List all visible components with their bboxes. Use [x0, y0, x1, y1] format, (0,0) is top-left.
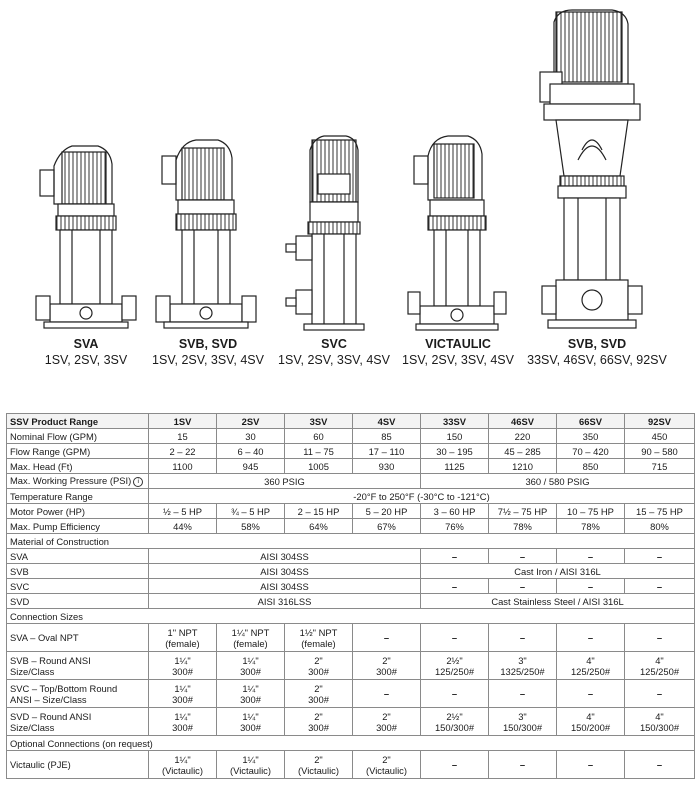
table-cell: – — [421, 579, 489, 594]
cell-line: 150/300# — [639, 721, 680, 733]
table-row-mat-sva — [7, 549, 695, 564]
label-line: ANSI – Size/Class — [10, 693, 87, 705]
row-label: Max. Head (Ft) — [7, 459, 149, 474]
cell-line: 150/200# — [570, 721, 611, 733]
table-cell: ¾ – 5 HP — [217, 504, 285, 519]
section-heading: Optional Connections (on request) — [7, 736, 695, 751]
table-cell: 70 – 420 — [557, 444, 625, 459]
table-cell: – — [489, 751, 557, 779]
caption-svb-svd-small — [146, 336, 270, 368]
cell-line: 1¼" — [242, 682, 259, 694]
header-cell: 4SV — [353, 414, 421, 429]
table-cell — [421, 708, 489, 736]
table-row-max-pressure — [7, 474, 695, 489]
table-cell: 78% — [557, 519, 625, 534]
table-cell: – — [625, 751, 695, 779]
table-cell: 64% — [285, 519, 353, 534]
cell-line: 150/300# — [434, 721, 475, 733]
table-cell: – — [625, 624, 695, 652]
cell-line: 4" — [586, 710, 595, 722]
caption-victaulic — [396, 336, 520, 368]
table-cell — [149, 751, 217, 779]
table-cell — [353, 751, 421, 779]
header-cell: 66SV — [557, 414, 625, 429]
table-cell — [217, 652, 285, 680]
cell-line: (female) — [301, 637, 336, 649]
table-cell: 67% — [353, 519, 421, 534]
cell-line: 2" — [314, 682, 323, 694]
pump-drawing-svb-svd-small — [156, 140, 256, 328]
cell-line: 1¼" — [174, 682, 191, 694]
table-cell — [149, 652, 217, 680]
cell-line: 300# — [240, 665, 261, 677]
table-cell: 10 – 75 HP — [557, 504, 625, 519]
cell-line: 2" — [382, 654, 391, 666]
cell-line: 1¼" — [174, 654, 191, 666]
table-cell — [149, 708, 217, 736]
label-line: SVB – Round ANSI — [10, 654, 91, 666]
model-name: SVA — [73, 337, 99, 351]
caption-svc — [272, 336, 396, 368]
table-cell: 1210 — [489, 459, 557, 474]
cell-line: 3" — [518, 710, 527, 722]
cell-line: (Victaulic) — [230, 764, 271, 776]
cell-line: 125/250# — [639, 665, 680, 677]
cell-line: 2" — [314, 753, 323, 765]
table-cell: – — [557, 751, 625, 779]
table-cell: 1005 — [285, 459, 353, 474]
model-sizes: 33SV, 46SV, 66SV, 92SV — [527, 353, 667, 367]
table-cell — [557, 708, 625, 736]
table-row-nominal-flow — [7, 429, 695, 444]
table-cell — [285, 680, 353, 708]
section-heading: Material of Construction — [7, 534, 695, 549]
cell-line: 2" — [382, 753, 391, 765]
cell-line: (female) — [233, 637, 268, 649]
table-cell — [353, 708, 421, 736]
table-cell: 930 — [353, 459, 421, 474]
table-cell: – — [625, 680, 695, 708]
table-cell: 220 — [489, 429, 557, 444]
header-cell: 33SV — [421, 414, 489, 429]
cell-line: 3" — [518, 654, 527, 666]
table-cell: Cast Stainless Steel / AISI 316L — [421, 594, 695, 609]
table-cell: AISI 316LSS — [149, 594, 421, 609]
cell-line: 1" NPT — [167, 626, 198, 638]
table-cell: – — [421, 624, 489, 652]
table-cell: 17 – 110 — [353, 444, 421, 459]
header-cell: 46SV — [489, 414, 557, 429]
table-cell: – — [557, 624, 625, 652]
table-cell — [489, 708, 557, 736]
cell-line: 300# — [376, 665, 397, 677]
table-row-svb-ansi — [7, 652, 695, 680]
row-label — [7, 652, 149, 680]
row-label — [7, 680, 149, 708]
table-cell: – — [421, 751, 489, 779]
pump-drawing-svb-svd-large — [540, 10, 642, 328]
cell-line: (female) — [165, 637, 200, 649]
model-name: VICTAULIC — [425, 337, 491, 351]
cell-line: 300# — [308, 721, 329, 733]
cell-line: 300# — [308, 665, 329, 677]
table-cell — [421, 652, 489, 680]
table-cell: 360 / 580 PSIG — [421, 474, 695, 489]
model-sizes: 1SV, 2SV, 3SV — [44, 353, 128, 367]
cell-line: 2½" — [446, 710, 463, 722]
model-sizes: 1SV, 2SV, 3SV, 4SV — [152, 353, 264, 367]
cell-line: (Victaulic) — [162, 764, 203, 776]
table-cell: – — [557, 579, 625, 594]
model-sizes: 1SV, 2SV, 3SV, 4SV — [402, 353, 514, 367]
table-cell: 2 – 15 HP — [285, 504, 353, 519]
table-cell — [217, 751, 285, 779]
cell-line: 300# — [172, 693, 193, 705]
table-cell: 30 — [217, 429, 285, 444]
table-cell: AISI 304SS — [149, 564, 421, 579]
label-line: SVD – Round ANSI — [10, 710, 92, 722]
cell-line: 4" — [586, 654, 595, 666]
cell-line: 2" — [314, 710, 323, 722]
cell-line: 2" — [382, 710, 391, 722]
table-row-efficiency — [7, 519, 695, 534]
section-heading: Connection Sizes — [7, 609, 695, 624]
label-line: Size/Class — [10, 665, 55, 677]
label-line: Size/Class — [10, 721, 55, 733]
table-cell: 15 — [149, 429, 217, 444]
table-cell: – — [557, 680, 625, 708]
cell-line: 300# — [376, 721, 397, 733]
pump-drawing-sva — [36, 146, 136, 328]
table-cell: 76% — [421, 519, 489, 534]
table-section-optional — [7, 736, 695, 751]
row-label — [7, 474, 149, 489]
table-row-victaulic — [7, 751, 695, 779]
cell-line: 1¼" — [242, 654, 259, 666]
table-cell: 5 – 20 HP — [353, 504, 421, 519]
table-cell — [149, 624, 217, 652]
pump-drawing-victaulic — [408, 136, 506, 330]
table-cell — [217, 624, 285, 652]
cell-line: 1¼" — [174, 710, 191, 722]
table-cell — [149, 680, 217, 708]
table-cell: – — [625, 549, 695, 564]
table-cell: – — [489, 680, 557, 708]
table-cell: 350 — [557, 429, 625, 444]
table-header-row — [7, 414, 695, 429]
spec-table — [6, 413, 695, 779]
cell-line: 300# — [172, 665, 193, 677]
table-cell: 58% — [217, 519, 285, 534]
model-name: SVB, SVD — [178, 337, 238, 351]
table-row-svc-ansi — [7, 680, 695, 708]
cell-line: 300# — [240, 693, 261, 705]
row-label: Flow Range (GPM) — [7, 444, 149, 459]
cell-line: 1325/250# — [500, 665, 545, 677]
row-label — [7, 708, 149, 736]
table-cell — [625, 652, 695, 680]
table-cell: 44% — [149, 519, 217, 534]
table-cell: 945 — [217, 459, 285, 474]
row-label: Max. Pump Efficiency — [7, 519, 149, 534]
table-cell: – — [421, 680, 489, 708]
table-cell: 450 — [625, 429, 695, 444]
cell-line: 4" — [655, 654, 664, 666]
table-cell — [285, 708, 353, 736]
table-cell: 7½ – 75 HP — [489, 504, 557, 519]
row-label-text: Max. Working Pressure (PSI) — [10, 475, 132, 486]
table-cell: ½ – 5 HP — [149, 504, 217, 519]
table-cell: 80% — [625, 519, 695, 534]
table-cell: 850 — [557, 459, 625, 474]
table-cell: AISI 304SS — [149, 579, 421, 594]
cell-line: 1¼" — [242, 753, 259, 765]
cell-line: (Victaulic) — [298, 764, 339, 776]
cell-line: 300# — [308, 693, 329, 705]
table-row-max-head — [7, 459, 695, 474]
cell-line: 4" — [655, 710, 664, 722]
header-cell: 1SV — [149, 414, 217, 429]
cell-line: 1¼" — [174, 753, 191, 765]
table-section-material — [7, 534, 695, 549]
table-cell: – — [421, 549, 489, 564]
table-cell: 78% — [489, 519, 557, 534]
row-label: Temperature Range — [7, 489, 149, 504]
table-cell: 15 – 75 HP — [625, 504, 695, 519]
row-label: Nominal Flow (GPM) — [7, 429, 149, 444]
table-cell: 85 — [353, 429, 421, 444]
row-label: SVB — [7, 564, 149, 579]
row-label: SVA – Oval NPT — [7, 624, 149, 652]
table-cell: – — [489, 624, 557, 652]
table-cell: 11 – 75 — [285, 444, 353, 459]
cell-line: 125/250# — [570, 665, 611, 677]
cell-line: 2½" — [446, 654, 463, 666]
table-cell — [557, 652, 625, 680]
info-icon: i — [133, 477, 143, 487]
cell-line: 1¼" — [242, 710, 259, 722]
cell-line: 1½" NPT — [299, 626, 338, 638]
header-cell: SSV Product Range — [7, 414, 149, 429]
cell-line: 300# — [240, 721, 261, 733]
table-cell: 3 – 60 HP — [421, 504, 489, 519]
table-row-flow-range — [7, 444, 695, 459]
table-cell: 360 PSIG — [149, 474, 421, 489]
header-cell: 2SV — [217, 414, 285, 429]
table-cell: 1100 — [149, 459, 217, 474]
model-sizes: 1SV, 2SV, 3SV, 4SV — [278, 353, 390, 367]
pump-drawing-svc — [286, 136, 364, 330]
cell-line: 300# — [172, 721, 193, 733]
table-row-mat-svc — [7, 579, 695, 594]
table-cell: -20°F to 250°F (-30°C to -121°C) — [149, 489, 695, 504]
row-label: SVD — [7, 594, 149, 609]
table-row-temperature — [7, 489, 695, 504]
table-cell — [285, 751, 353, 779]
table-cell: – — [353, 680, 421, 708]
table-cell: 45 – 285 — [489, 444, 557, 459]
row-label: Victaulic (PJE) — [7, 751, 149, 779]
cell-line: 150/300# — [502, 721, 543, 733]
table-section-connection — [7, 609, 695, 624]
table-cell: 6 – 40 — [217, 444, 285, 459]
table-cell: 60 — [285, 429, 353, 444]
table-cell: – — [625, 579, 695, 594]
table-cell: 30 – 195 — [421, 444, 489, 459]
table-cell: 715 — [625, 459, 695, 474]
table-row-mat-svb — [7, 564, 695, 579]
cell-line: 1¼" NPT — [231, 626, 270, 638]
row-label: SVA — [7, 549, 149, 564]
table-row-mat-svd — [7, 594, 695, 609]
pump-illustrations — [0, 0, 700, 372]
cell-line: (Victaulic) — [366, 764, 407, 776]
table-cell — [217, 680, 285, 708]
table-cell — [625, 708, 695, 736]
cell-line: 2" — [314, 654, 323, 666]
model-name: SVB, SVD — [567, 337, 627, 351]
table-cell — [353, 652, 421, 680]
table-cell: 2 – 22 — [149, 444, 217, 459]
table-cell: – — [489, 549, 557, 564]
label-line: SVC – Top/Bottom Round — [10, 682, 118, 694]
table-row-svd-ansi — [7, 708, 695, 736]
table-cell: 150 — [421, 429, 489, 444]
table-row-sva-npt — [7, 624, 695, 652]
caption-sva — [32, 336, 140, 368]
table-cell: Cast Iron / AISI 316L — [421, 564, 695, 579]
table-cell: AISI 304SS — [149, 549, 421, 564]
row-label: Motor Power (HP) — [7, 504, 149, 519]
cell-line: 125/250# — [434, 665, 475, 677]
header-cell: 92SV — [625, 414, 695, 429]
table-row-motor-power — [7, 504, 695, 519]
table-cell — [285, 624, 353, 652]
table-cell: – — [557, 549, 625, 564]
table-cell: – — [489, 579, 557, 594]
model-name: SVC — [321, 337, 347, 351]
table-cell — [217, 708, 285, 736]
table-cell: 90 – 580 — [625, 444, 695, 459]
row-label: SVC — [7, 579, 149, 594]
table-cell — [285, 652, 353, 680]
caption-svb-svd-large — [522, 336, 672, 368]
table-cell — [489, 652, 557, 680]
table-cell: – — [353, 624, 421, 652]
header-cell: 3SV — [285, 414, 353, 429]
table-cell: 1125 — [421, 459, 489, 474]
